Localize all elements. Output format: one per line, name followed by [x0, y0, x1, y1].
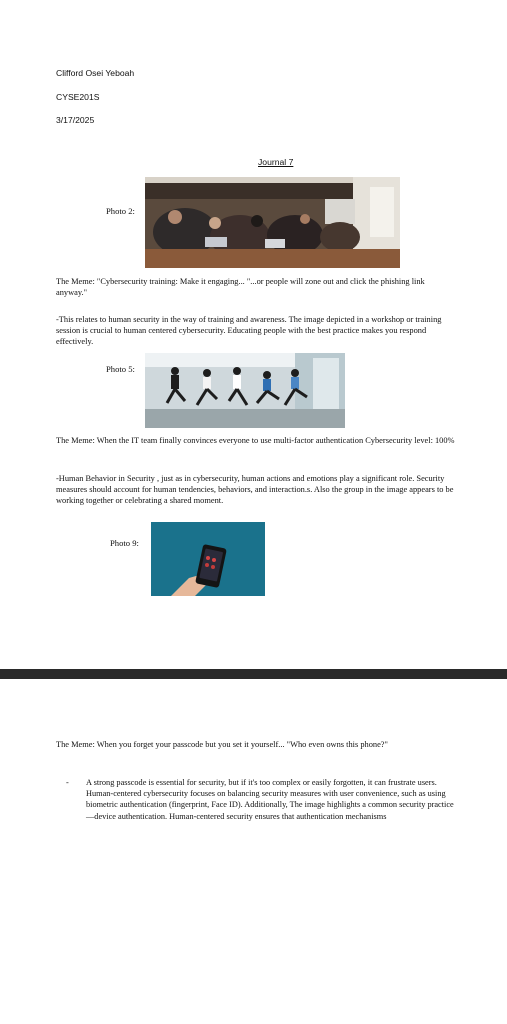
- photo-5-label: Photo 5:: [106, 364, 135, 374]
- photo-2-meme-text: The Meme: "Cybersecurity training: Make it engaging... "...or people will zone out and click the phishing link anyway.": [56, 277, 425, 298]
- photo-5-analysis: -Human Behavior in Security , just as in cybersecurity, human actions and emotions play a significant role. Security measures should account for human tendencies, behaviors, and interaction.s. Also the group in the image appears to be working together or celebrating a shared moment.: [56, 474, 454, 506]
- page-separator: [0, 669, 507, 679]
- photo-9-label: Photo 9:: [110, 538, 139, 548]
- photo-2-analysis: -This relates to human security in the way of training and awareness. The image depicted in a workshop or training session is crucial to human centered cybersecurity. Educating people with the best practice makes you respond effectively.: [56, 315, 442, 347]
- photo-9-bullet-list: [56, 777, 456, 822]
- journal-title: Journal 7: [258, 157, 294, 167]
- document-page-2: [0, 679, 507, 1024]
- photo-2-label: Photo 2:: [106, 206, 135, 216]
- course-code: CYSE201S: [56, 92, 100, 102]
- bullet-dash-icon: -: [66, 778, 69, 787]
- jumping-group-photo: [145, 353, 345, 428]
- photo-5-meme-text: The Meme: When the IT team finally convinces everyone to use multi-factor authentication Cybersecurity level: 100%: [56, 436, 455, 445]
- photo-9-analysis: A strong passcode is essential for security, but if it's too complex or easily forgotten, it can frustrate users. Human-centered cybersecurity focuses on balancing security measures with user convenience, such as using biometric authentication (fingerprint, Face ID). Additionally, The image highlights a common security practice—device authentication. Human-centered security ensures that authentication mechanisms: [86, 778, 454, 821]
- phone-in-hand-photo: [151, 522, 265, 596]
- photo-9-meme-text: The Meme: When you forget your passcode but you set it yourself... "Who even owns this phone?": [56, 740, 388, 749]
- document-date: 3/17/2025: [56, 115, 95, 125]
- list-item: [56, 777, 456, 822]
- classroom-photo: [145, 177, 400, 268]
- author-name: Clifford Osei Yeboah: [56, 68, 135, 78]
